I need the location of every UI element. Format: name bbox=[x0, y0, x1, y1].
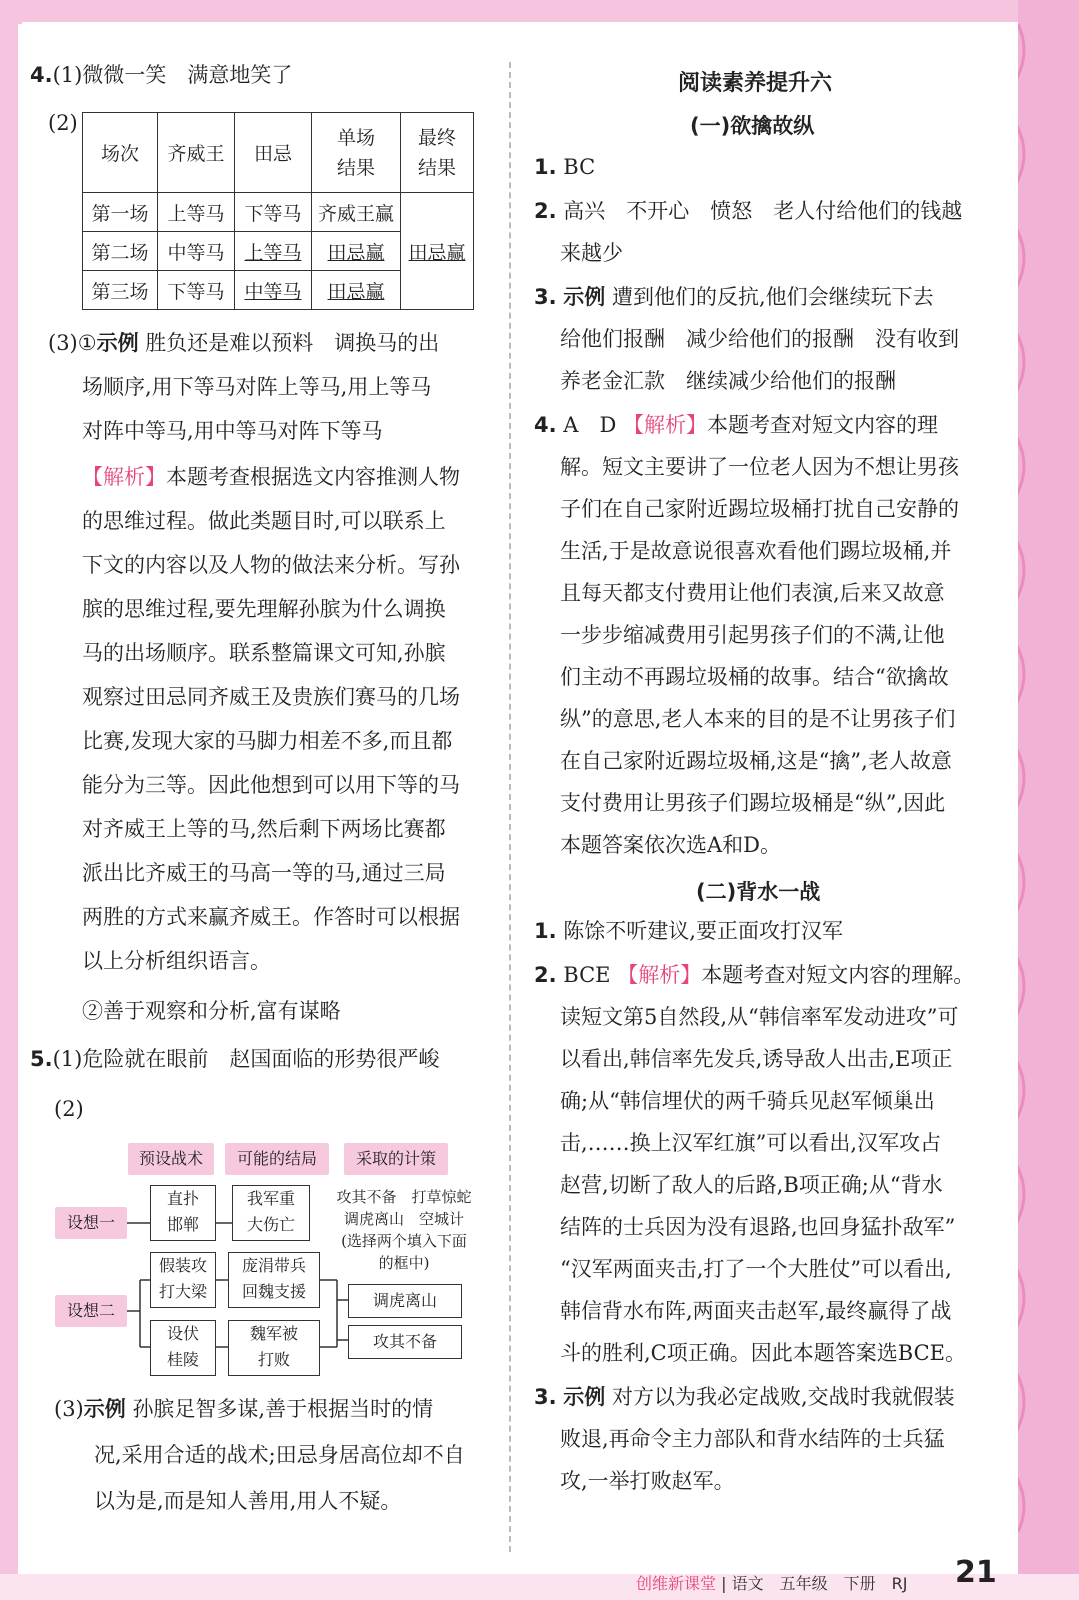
strategy-options: 调虎离山 空城计 bbox=[343, 1210, 464, 1228]
table-cell: 田忌赢 bbox=[312, 232, 401, 271]
q4-3-2: ②善于观察和分析,富有谋略 bbox=[82, 999, 341, 1023]
table-cell: 上等马 bbox=[235, 232, 312, 271]
analysis-line: 观察过田忌同齐威王及贵族们赛马的几场 bbox=[82, 685, 460, 709]
s1: 1. 陈馀不听建议,要正面攻打汉军 bbox=[534, 919, 843, 943]
r2-line: 来越少 bbox=[560, 241, 623, 265]
tactic-1-box: 直扑 邯郸 bbox=[150, 1185, 216, 1241]
analysis-line: 下文的内容以及人物的做法来分析。写孙 bbox=[82, 553, 460, 577]
q4-3-line: 对阵中等马,用中等马对阵下等马 bbox=[82, 419, 383, 443]
r2-line: 2. 高兴 不开心 愤怒 老人付给他们的钱越 bbox=[534, 199, 963, 223]
table-header: 田忌 bbox=[235, 113, 312, 193]
r4-line: 生活,于是故意说很喜欢看他们踢垃圾桶,并 bbox=[560, 539, 952, 563]
strategy-1-box: 调虎离山 bbox=[348, 1284, 462, 1318]
q5-1: 5.(1)危险就在眼前 赵国面临的形势很严峻 bbox=[30, 1047, 440, 1071]
s2-line: 赵营,切断了敌人的后路,B项正确;从“背水 bbox=[560, 1173, 943, 1197]
strategy-options: 的框中) bbox=[378, 1254, 430, 1272]
table-header: 单场 结果 bbox=[312, 113, 401, 193]
table-cell: 下等马 bbox=[158, 271, 235, 310]
r3-line: 养老金汇款 继续减少给他们的报酬 bbox=[560, 369, 896, 393]
table-cell: 上等马 bbox=[158, 193, 235, 232]
r4-line: 本题答案依次选A和D。 bbox=[560, 833, 782, 857]
r3-line: 给他们报酬 减少给他们的报酬 没有收到 bbox=[560, 327, 959, 351]
s2-line: 斗的胜利,C项正确。因此本题答案选BCE。 bbox=[560, 1341, 966, 1365]
analysis-line: 【解析】本题考查根据选文内容推测人物 bbox=[82, 465, 460, 489]
s2-line: 韩信背水布阵,两面夹击赵军,最终赢得了战 bbox=[560, 1299, 952, 1323]
q4-3-line: (3)①示例 胜负还是难以预料 调换马的出 bbox=[48, 331, 440, 355]
r1: 1. BC bbox=[534, 155, 596, 179]
plan-2-label: 设想二 bbox=[55, 1295, 127, 1327]
strategy-2-box: 攻其不备 bbox=[348, 1325, 462, 1359]
s2-line: 确;从“韩信埋伏的两千骑兵见赵军倾巢出 bbox=[560, 1089, 935, 1113]
q4-2-label: (2) bbox=[48, 111, 78, 135]
table-cell: 第二场 bbox=[83, 232, 158, 271]
analysis-line: 两胜的方式来赢齐威王。作答时可以根据 bbox=[82, 905, 460, 929]
plan-1-label: 设想一 bbox=[55, 1207, 127, 1239]
result-2b-box: 魏军被 打败 bbox=[228, 1320, 320, 1376]
r4-line: 支付费用让男孩子们踢垃圾桶是“纵”,因此 bbox=[560, 791, 946, 815]
s2-line: 2. BCE 【解析】本题考查对短文内容的理解。 bbox=[534, 963, 975, 987]
table-header: 场次 bbox=[83, 113, 158, 193]
q5-3-line: 况,采用合适的战术;田忌身居高位却不自 bbox=[94, 1443, 465, 1467]
s2-line: 结阵的士兵因为没有退路,也回身猛扑敌军” bbox=[560, 1215, 956, 1239]
r4-line: 们主动不再踢垃圾桶的故事。结合“欲擒故 bbox=[560, 665, 949, 689]
section-2-heading: (二)背水一战 bbox=[696, 880, 821, 904]
footer: 创维新课堂 | 语文 五年级 下册 RJ bbox=[636, 1574, 908, 1593]
strategy-options: 攻其不备 打草惊蛇 bbox=[336, 1188, 472, 1206]
table-header: 齐威王 bbox=[158, 113, 235, 193]
analysis-line: 以上分析组织语言。 bbox=[82, 949, 271, 973]
r3-line: 3. 示例 遭到他们的反抗,他们会继续玩下去 bbox=[534, 285, 934, 309]
r4-line: 解。短文主要讲了一位老人因为不想让男孩 bbox=[560, 455, 959, 479]
result-2a-box: 庞涓带兵 回魏支援 bbox=[228, 1252, 320, 1308]
r4-line: 一步步缩减费用引起男孩子们的不满,让他 bbox=[560, 623, 945, 647]
section-1-heading: (一)欲擒故纵 bbox=[690, 114, 815, 138]
s2-line: 读短文第5自然段,从“韩信率军发动进攻”可 bbox=[560, 1005, 959, 1029]
s2-line: 击,……换上汉军红旗”可以看出,汉军攻占 bbox=[560, 1131, 942, 1155]
page-number: 21 bbox=[955, 1555, 997, 1590]
table-cell: 中等马 bbox=[158, 232, 235, 271]
q5-3-line: (3)示例 孙膑足智多谋,善于根据当时的情 bbox=[54, 1397, 434, 1421]
q5-2-label: (2) bbox=[54, 1097, 84, 1121]
table-header: 最终 结果 bbox=[401, 113, 474, 193]
s3-line: 败退,再命令主力部队和背水结阵的士兵猛 bbox=[560, 1427, 945, 1451]
result-1-box: 我军重 大伤亡 bbox=[232, 1185, 310, 1241]
q5-3-line: 以为是,而是知人善用,用人不疑。 bbox=[94, 1489, 402, 1513]
strategy-options: (选择两个填入下面 bbox=[341, 1232, 467, 1250]
diagram-header: 预设战术 bbox=[128, 1143, 214, 1175]
analysis-line: 的思维过程。做此类题目时,可以联系上 bbox=[82, 509, 446, 533]
table-cell: 第一场 bbox=[83, 193, 158, 232]
diagram-header: 可能的结局 bbox=[225, 1143, 329, 1175]
table-cell: 下等马 bbox=[235, 193, 312, 232]
q4-3-line: 场顺序,用下等马对阵上等马,用上等马 bbox=[82, 375, 432, 399]
table-cell: 中等马 bbox=[235, 271, 312, 310]
table-cell: 田忌赢 bbox=[312, 271, 401, 310]
analysis-line: 比赛,发现大家的马脚力相差不多,而且都 bbox=[82, 729, 453, 753]
s2-line: 以看出,韩信率先发兵,诱导敌人出击,E项正 bbox=[560, 1047, 953, 1071]
r4-line: 纵”的意思,老人本来的目的是不让男孩子们 bbox=[560, 707, 956, 731]
table-cell: 齐威王赢 bbox=[312, 193, 401, 232]
s2-line: “汉军两面夹击,打了一个大胜仗”可以看出, bbox=[560, 1257, 952, 1281]
analysis-line: 马的出场顺序。联系整篇课文可知,孙膑 bbox=[82, 641, 446, 665]
analysis-line: 能分为三等。因此他想到可以用下等的马 bbox=[82, 773, 460, 797]
tactic-2a-box: 假装攻 打大梁 bbox=[150, 1252, 216, 1308]
table-cell: 第三场 bbox=[83, 271, 158, 310]
diagram-header: 采取的计策 bbox=[344, 1143, 448, 1175]
analysis-line: 派出比齐威王的马高一等的马,通过三局 bbox=[82, 861, 446, 885]
q4-1: 4.(1)微微一笑 满意地笑了 bbox=[30, 63, 293, 87]
table-cell-final: 田忌赢 bbox=[401, 193, 474, 310]
analysis-line: 膑的思维过程,要先理解孙膑为什么调换 bbox=[82, 597, 446, 621]
r4-line: 在自己家附近踢垃圾桶,这是“擒”,老人故意 bbox=[560, 749, 952, 773]
s3-line: 3. 示例 对方以为我必定战败,交战时我就假装 bbox=[534, 1385, 955, 1409]
s3-line: 攻,一举打败赵军。 bbox=[560, 1469, 735, 1493]
tactic-2b-box: 设伏 桂陵 bbox=[150, 1320, 216, 1376]
r4-line: 且每天都支付费用让他们表演,后来又故意 bbox=[560, 581, 945, 605]
analysis-line: 对齐威王上等的马,然后剩下两场比赛都 bbox=[82, 817, 446, 841]
r4-line: 子们在自己家附近踢垃圾桶打扰自己安静的 bbox=[560, 497, 959, 521]
r4-line: 4. A D 【解析】本题考查对短文内容的理 bbox=[534, 413, 938, 437]
section-title: 阅读素养提升六 bbox=[678, 71, 833, 96]
